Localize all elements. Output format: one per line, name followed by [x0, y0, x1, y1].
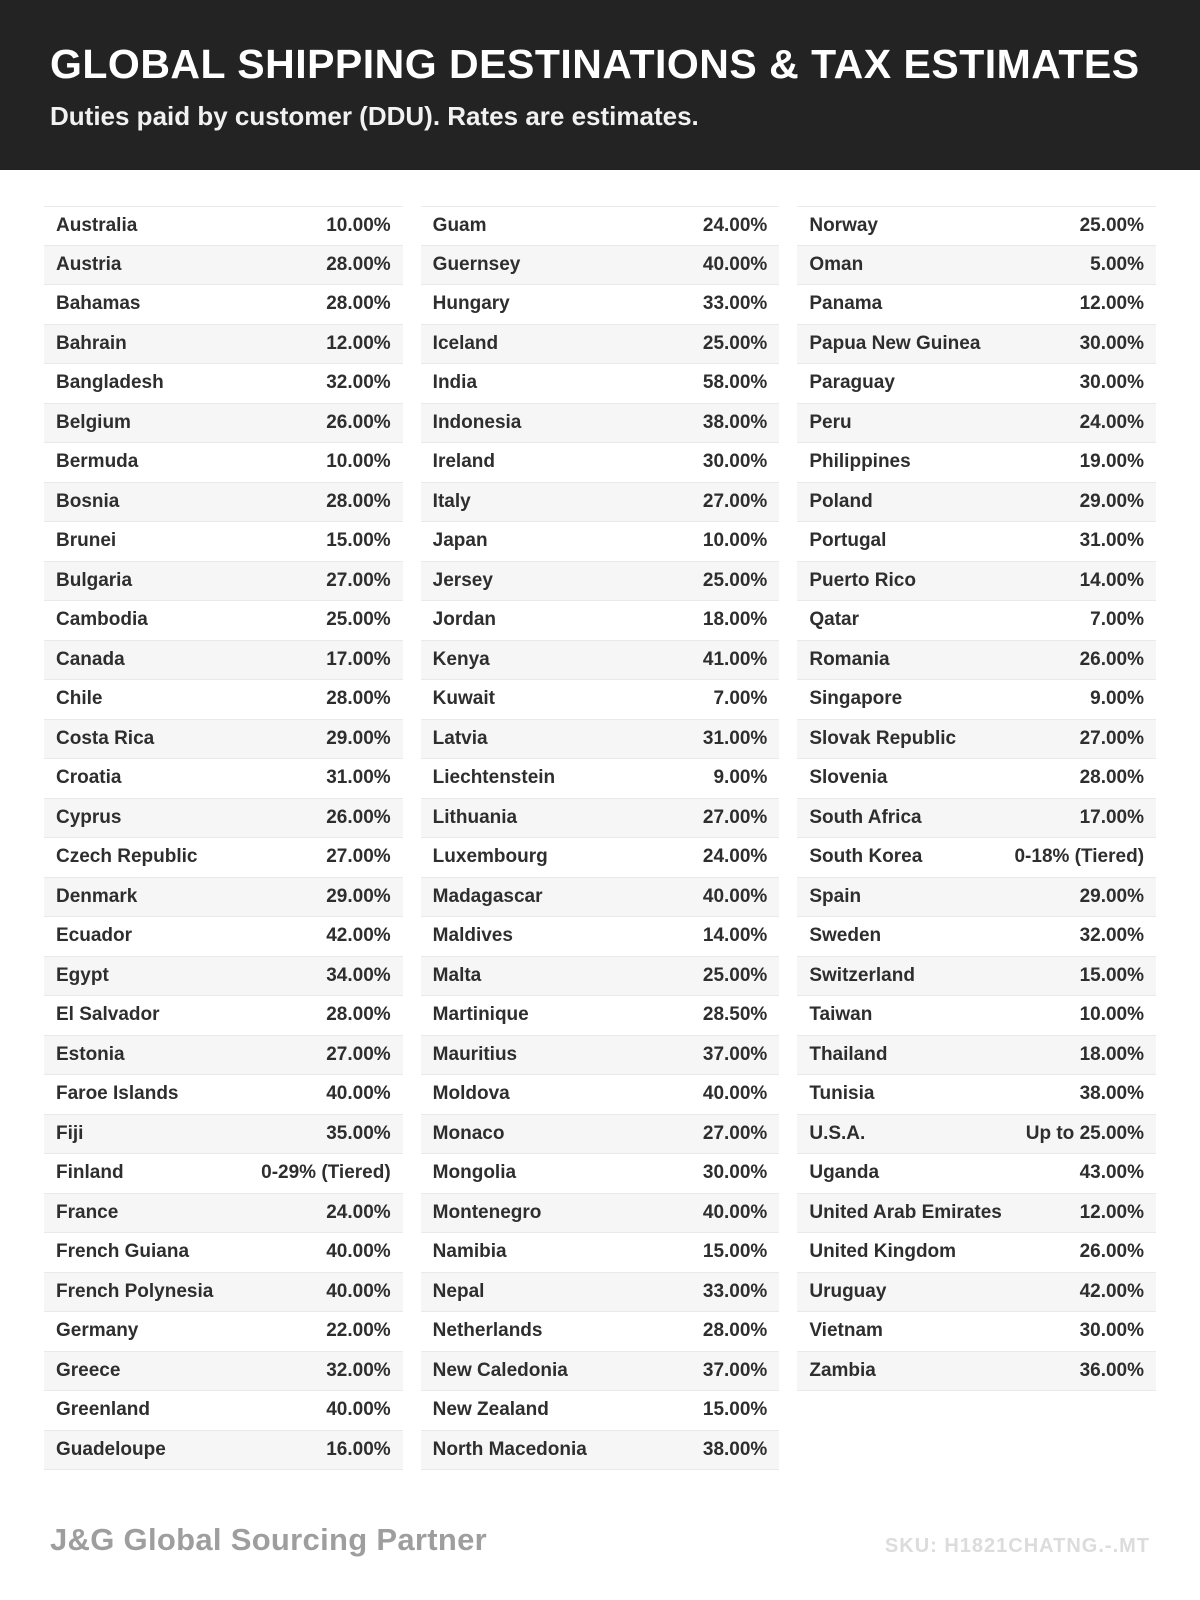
tax-rate: 29.00% — [326, 885, 391, 907]
country-name: Taiwan — [809, 1004, 873, 1026]
table-row — [44, 1115, 403, 1155]
table-row — [797, 522, 1156, 562]
tax-rate: 27.00% — [1079, 727, 1145, 749]
table-row — [44, 838, 403, 878]
country-name: Switzerland — [809, 964, 915, 986]
table-row — [421, 364, 780, 404]
tax-rate: 30.00% — [702, 451, 768, 473]
table-row — [797, 1154, 1156, 1194]
country-name: Lithuania — [432, 806, 518, 828]
country-name: Guernsey — [432, 253, 521, 275]
table-row — [44, 522, 403, 562]
country-name: Czech Republic — [56, 846, 198, 868]
country-name: Austria — [56, 253, 122, 275]
country-name: Chile — [56, 688, 103, 710]
country-name: Bahamas — [56, 293, 141, 315]
country-name: Japan — [432, 530, 488, 552]
country-name: Mongolia — [432, 1162, 517, 1184]
table-row — [421, 759, 780, 799]
table-row — [797, 443, 1156, 483]
tax-rate: 10.00% — [1079, 1004, 1145, 1026]
table-row — [44, 325, 403, 365]
table-row — [421, 1233, 780, 1273]
tax-rate: 37.00% — [702, 1043, 768, 1065]
table-row — [44, 1431, 403, 1471]
table-row — [797, 720, 1156, 760]
country-name: Tunisia — [809, 1083, 875, 1105]
table-row — [44, 1194, 403, 1234]
country-name: Egypt — [56, 964, 109, 986]
tax-rate: 24.00% — [702, 214, 768, 236]
tax-rate: 28.00% — [326, 490, 391, 512]
country-name: Faroe Islands — [56, 1083, 179, 1105]
tax-rate: 30.00% — [1079, 332, 1145, 354]
table-row — [421, 483, 780, 523]
tax-rate: 15.00% — [326, 530, 391, 552]
tax-rate: 29.00% — [1079, 885, 1145, 907]
tax-rate: 35.00% — [326, 1122, 391, 1144]
table-row — [44, 1036, 403, 1076]
tax-rate: 30.00% — [1079, 1320, 1145, 1342]
table-row — [797, 1273, 1156, 1313]
table-row — [421, 878, 780, 918]
tax-rate: 16.00% — [326, 1438, 391, 1460]
country-name: United Kingdom — [809, 1241, 957, 1263]
table-row — [797, 601, 1156, 641]
table-row — [421, 1194, 780, 1234]
page-footer — [0, 1522, 1200, 1600]
country-name: Croatia — [56, 767, 122, 789]
table-row — [797, 878, 1156, 918]
rate-column — [797, 206, 1156, 1470]
tax-rate: 15.00% — [1079, 964, 1145, 986]
table-row — [797, 799, 1156, 839]
country-name: Guam — [432, 214, 487, 236]
tax-rate: 19.00% — [1079, 451, 1145, 473]
country-name: Iceland — [432, 332, 499, 354]
table-row — [44, 246, 403, 286]
tax-rate: 32.00% — [1079, 925, 1145, 947]
table-row — [44, 562, 403, 602]
tax-rate: 27.00% — [326, 1043, 391, 1065]
tax-rate: 27.00% — [702, 490, 768, 512]
country-name: Maldives — [432, 925, 513, 947]
table-row — [797, 1075, 1156, 1115]
table-row — [797, 285, 1156, 325]
tax-rate: 40.00% — [326, 1280, 391, 1302]
table-row — [421, 285, 780, 325]
tax-rate: 38.00% — [702, 1438, 768, 1460]
country-name: Spain — [809, 885, 862, 907]
tax-rate: 10.00% — [326, 214, 391, 236]
tax-rate: 34.00% — [326, 964, 391, 986]
tax-rate: 18.00% — [1079, 1043, 1145, 1065]
tax-rate: 28.50% — [702, 1004, 768, 1026]
table-row — [421, 996, 780, 1036]
tax-rate: 26.00% — [1079, 1241, 1145, 1263]
table-row — [421, 1273, 780, 1313]
country-name: Cambodia — [56, 609, 148, 631]
tax-rate: 29.00% — [1079, 490, 1145, 512]
table-row — [44, 996, 403, 1036]
table-row — [797, 483, 1156, 523]
table-row — [44, 1154, 403, 1194]
table-row — [44, 443, 403, 483]
table-row — [797, 1194, 1156, 1234]
country-name: Kenya — [432, 648, 490, 670]
tax-rate: 24.00% — [702, 846, 768, 868]
country-name: France — [56, 1201, 119, 1223]
table-row — [44, 799, 403, 839]
tax-rate: 12.00% — [1079, 293, 1145, 315]
rate-column — [44, 206, 403, 1470]
country-name: Italy — [432, 490, 471, 512]
table-row — [421, 720, 780, 760]
country-name: New Zealand — [432, 1399, 549, 1421]
table-row — [44, 878, 403, 918]
table-row — [797, 404, 1156, 444]
table-row — [44, 1312, 403, 1352]
tax-rate: 33.00% — [702, 1280, 768, 1302]
tax-rate: 40.00% — [702, 885, 768, 907]
country-name: Australia — [56, 214, 138, 236]
table-row — [44, 1075, 403, 1115]
table-row — [44, 1391, 403, 1431]
tax-rate: 32.00% — [326, 1359, 391, 1381]
country-name: Kuwait — [432, 688, 495, 710]
tax-rate: 27.00% — [702, 806, 768, 828]
country-name: Moldova — [432, 1083, 510, 1105]
table-row — [797, 246, 1156, 286]
country-name: Thailand — [809, 1043, 888, 1065]
country-name: Indonesia — [432, 411, 522, 433]
tax-rate: 31.00% — [326, 767, 391, 789]
country-name: U.S.A. — [809, 1122, 866, 1144]
table-row — [44, 680, 403, 720]
tax-rate: 26.00% — [326, 411, 391, 433]
tax-rate: 14.00% — [1079, 569, 1145, 591]
tax-rate: 5.00% — [1090, 253, 1145, 275]
country-name: North Macedonia — [432, 1438, 587, 1460]
country-name: Norway — [809, 214, 878, 236]
table-row — [797, 917, 1156, 957]
tax-rate: 25.00% — [702, 964, 768, 986]
table-row — [44, 1352, 403, 1392]
tax-rate: 42.00% — [326, 925, 391, 947]
tax-rate: 18.00% — [702, 609, 768, 631]
tax-rate: 30.00% — [1079, 372, 1145, 394]
country-name: Oman — [809, 253, 864, 275]
country-name: Finland — [56, 1162, 124, 1184]
country-name: Germany — [56, 1320, 139, 1342]
tax-rate: 12.00% — [1079, 1201, 1145, 1223]
country-name: Bermuda — [56, 451, 139, 473]
tax-rate: 31.00% — [1079, 530, 1145, 552]
table-row — [421, 641, 780, 681]
tax-rate: Up to 25.00% — [1025, 1122, 1145, 1144]
country-name: South Korea — [809, 846, 923, 868]
country-name: Latvia — [432, 727, 488, 749]
country-name: Canada — [56, 648, 125, 670]
tax-rate: 0-18% (Tiered) — [1014, 846, 1145, 868]
tax-rate: 25.00% — [1079, 214, 1145, 236]
rates-table — [0, 170, 1200, 1470]
table-row — [421, 1115, 780, 1155]
tax-rate: 40.00% — [326, 1399, 391, 1421]
country-name: Belgium — [56, 411, 131, 433]
table-row — [421, 522, 780, 562]
table-row — [797, 325, 1156, 365]
table-row — [797, 1312, 1156, 1352]
country-name: Paraguay — [809, 372, 895, 394]
country-name: Vietnam — [809, 1320, 883, 1342]
tax-rate: 30.00% — [702, 1162, 768, 1184]
table-row — [797, 1233, 1156, 1273]
table-row — [421, 1312, 780, 1352]
table-row — [421, 325, 780, 365]
country-name: Luxembourg — [432, 846, 548, 868]
tax-rate: 14.00% — [702, 925, 768, 947]
tax-rate: 17.00% — [1079, 806, 1145, 828]
tax-rate: 40.00% — [702, 253, 768, 275]
page-subtitle: Duties paid by customer (DDU). Rates are estimates. — [50, 101, 699, 132]
country-name: Netherlands — [432, 1320, 543, 1342]
country-name: Philippines — [809, 451, 911, 473]
country-name: Montenegro — [432, 1201, 542, 1223]
table-row — [797, 562, 1156, 602]
tax-rate: 28.00% — [326, 1004, 391, 1026]
country-name: Greece — [56, 1359, 121, 1381]
sku-label: SKU: H1821CHATNG.-.MT — [884, 1535, 1150, 1557]
table-row — [421, 1154, 780, 1194]
country-name: Uganda — [809, 1162, 880, 1184]
tax-rate: 9.00% — [713, 767, 768, 789]
table-row — [421, 1075, 780, 1115]
country-name: Nepal — [432, 1280, 485, 1302]
country-name: Brunei — [56, 530, 117, 552]
tax-rate: 27.00% — [326, 569, 391, 591]
country-name: Martinique — [432, 1004, 529, 1026]
table-row — [797, 996, 1156, 1036]
tax-rate: 7.00% — [713, 688, 768, 710]
tax-rate: 25.00% — [702, 569, 768, 591]
country-name: Fiji — [56, 1122, 84, 1144]
tax-rate: 24.00% — [326, 1201, 391, 1223]
country-name: Papua New Guinea — [809, 332, 981, 354]
country-name: El Salvador — [56, 1004, 160, 1026]
country-name: Estonia — [56, 1043, 125, 1065]
table-row — [797, 1115, 1156, 1155]
tax-rate: 22.00% — [326, 1320, 391, 1342]
country-name: Jersey — [432, 569, 493, 591]
table-row — [44, 1233, 403, 1273]
table-row — [421, 601, 780, 641]
table-row — [421, 1352, 780, 1392]
rate-column — [421, 206, 780, 1470]
tax-rate: 40.00% — [326, 1241, 391, 1263]
tax-rate: 38.00% — [1079, 1083, 1145, 1105]
table-row — [44, 404, 403, 444]
table-row — [44, 917, 403, 957]
tax-rate: 26.00% — [326, 806, 391, 828]
tax-rate: 33.00% — [702, 293, 768, 315]
country-name: Costa Rica — [56, 727, 155, 749]
country-name: Slovenia — [809, 767, 888, 789]
brand-name: J&G Global Sourcing Partner — [50, 1522, 488, 1557]
table-row — [421, 562, 780, 602]
tax-rate: 15.00% — [702, 1399, 768, 1421]
tax-rate: 40.00% — [702, 1201, 768, 1223]
tax-rate: 32.00% — [326, 372, 391, 394]
table-row — [421, 917, 780, 957]
country-name: Portugal — [809, 530, 887, 552]
tax-rate: 17.00% — [326, 648, 391, 670]
country-name: Poland — [809, 490, 873, 512]
table-row — [44, 601, 403, 641]
tax-rate: 26.00% — [1079, 648, 1145, 670]
table-row — [797, 838, 1156, 878]
tax-rate: 10.00% — [702, 530, 768, 552]
country-name: Panama — [809, 293, 883, 315]
country-name: Hungary — [432, 293, 510, 315]
table-row — [421, 680, 780, 720]
country-name: Bangladesh — [56, 372, 164, 394]
tax-rate: 43.00% — [1079, 1162, 1145, 1184]
table-row — [44, 285, 403, 325]
country-name: Denmark — [56, 885, 138, 907]
tax-rate: 27.00% — [326, 846, 391, 868]
table-row — [421, 957, 780, 997]
country-name: Slovak Republic — [809, 727, 957, 749]
country-name: Qatar — [809, 609, 859, 631]
table-row — [797, 1036, 1156, 1076]
country-name: Monaco — [432, 1122, 505, 1144]
tax-rate: 40.00% — [326, 1083, 391, 1105]
table-row — [797, 1352, 1156, 1392]
country-name: Bulgaria — [56, 569, 133, 591]
tax-rate: 9.00% — [1090, 688, 1145, 710]
table-row — [797, 641, 1156, 681]
tax-rate: 28.00% — [326, 688, 391, 710]
table-row — [421, 799, 780, 839]
table-row — [44, 957, 403, 997]
country-name: Sweden — [809, 925, 882, 947]
tax-rate: 28.00% — [326, 293, 391, 315]
tax-rate: 25.00% — [702, 332, 768, 354]
country-name: Bosnia — [56, 490, 120, 512]
tax-rate: 12.00% — [326, 332, 391, 354]
country-name: Puerto Rico — [809, 569, 916, 591]
country-name: South Africa — [809, 806, 922, 828]
country-name: Liechtenstein — [432, 767, 556, 789]
tax-rate: 31.00% — [702, 727, 768, 749]
country-name: Madagascar — [432, 885, 543, 907]
tax-rate: 7.00% — [1090, 609, 1145, 631]
country-name: Mauritius — [432, 1043, 518, 1065]
tax-rate: 37.00% — [702, 1359, 768, 1381]
country-name: Greenland — [56, 1399, 150, 1421]
table-row — [421, 246, 780, 286]
table-row — [421, 443, 780, 483]
table-row — [421, 1391, 780, 1431]
table-row — [421, 1431, 780, 1471]
country-name: Romania — [809, 648, 890, 670]
table-row — [797, 957, 1156, 997]
tax-rate: 24.00% — [1079, 411, 1145, 433]
page-header — [0, 0, 1200, 170]
country-name: French Guiana — [56, 1241, 190, 1263]
country-name: Singapore — [809, 688, 903, 710]
tax-rate: 42.00% — [1079, 1280, 1145, 1302]
table-row — [44, 206, 403, 246]
country-name: Ireland — [432, 451, 495, 473]
table-row — [44, 483, 403, 523]
page-title: GLOBAL SHIPPING DESTINATIONS & TAX ESTIMATES — [50, 41, 1140, 87]
country-name: Namibia — [432, 1241, 507, 1263]
tax-rate: 58.00% — [702, 372, 768, 394]
table-row — [44, 364, 403, 404]
country-name: Zambia — [809, 1359, 876, 1381]
tax-rate: 28.00% — [1079, 767, 1145, 789]
tax-rate: 0-29% (Tiered) — [261, 1162, 391, 1184]
tax-rate: 15.00% — [702, 1241, 768, 1263]
table-row — [44, 759, 403, 799]
tax-rate: 28.00% — [702, 1320, 768, 1342]
table-row — [44, 641, 403, 681]
table-row — [797, 759, 1156, 799]
table-row — [44, 1273, 403, 1313]
country-name: Guadeloupe — [56, 1438, 166, 1460]
tax-rate: 25.00% — [326, 609, 391, 631]
country-name: French Polynesia — [56, 1280, 214, 1302]
country-name: United Arab Emirates — [809, 1201, 1002, 1223]
table-row — [421, 404, 780, 444]
country-name: Uruguay — [809, 1280, 887, 1302]
country-name: Ecuador — [56, 925, 133, 947]
country-name: Peru — [809, 411, 852, 433]
table-row — [421, 838, 780, 878]
country-name: Malta — [432, 964, 482, 986]
country-name: India — [432, 372, 478, 394]
table-row — [797, 680, 1156, 720]
country-name: Jordan — [432, 609, 497, 631]
tax-rate: 40.00% — [702, 1083, 768, 1105]
table-row — [421, 206, 780, 246]
country-name: Bahrain — [56, 332, 127, 354]
country-name: New Caledonia — [432, 1359, 568, 1381]
table-row — [44, 720, 403, 760]
table-row — [421, 1036, 780, 1076]
tax-rate: 38.00% — [702, 411, 768, 433]
table-row — [797, 364, 1156, 404]
tax-rate: 10.00% — [326, 451, 391, 473]
tax-rate: 27.00% — [702, 1122, 768, 1144]
tax-rate: 28.00% — [326, 253, 391, 275]
country-name: Cyprus — [56, 806, 122, 828]
tax-rate: 29.00% — [326, 727, 391, 749]
table-row — [797, 206, 1156, 246]
tax-rate: 41.00% — [702, 648, 768, 670]
tax-rate: 36.00% — [1079, 1359, 1145, 1381]
